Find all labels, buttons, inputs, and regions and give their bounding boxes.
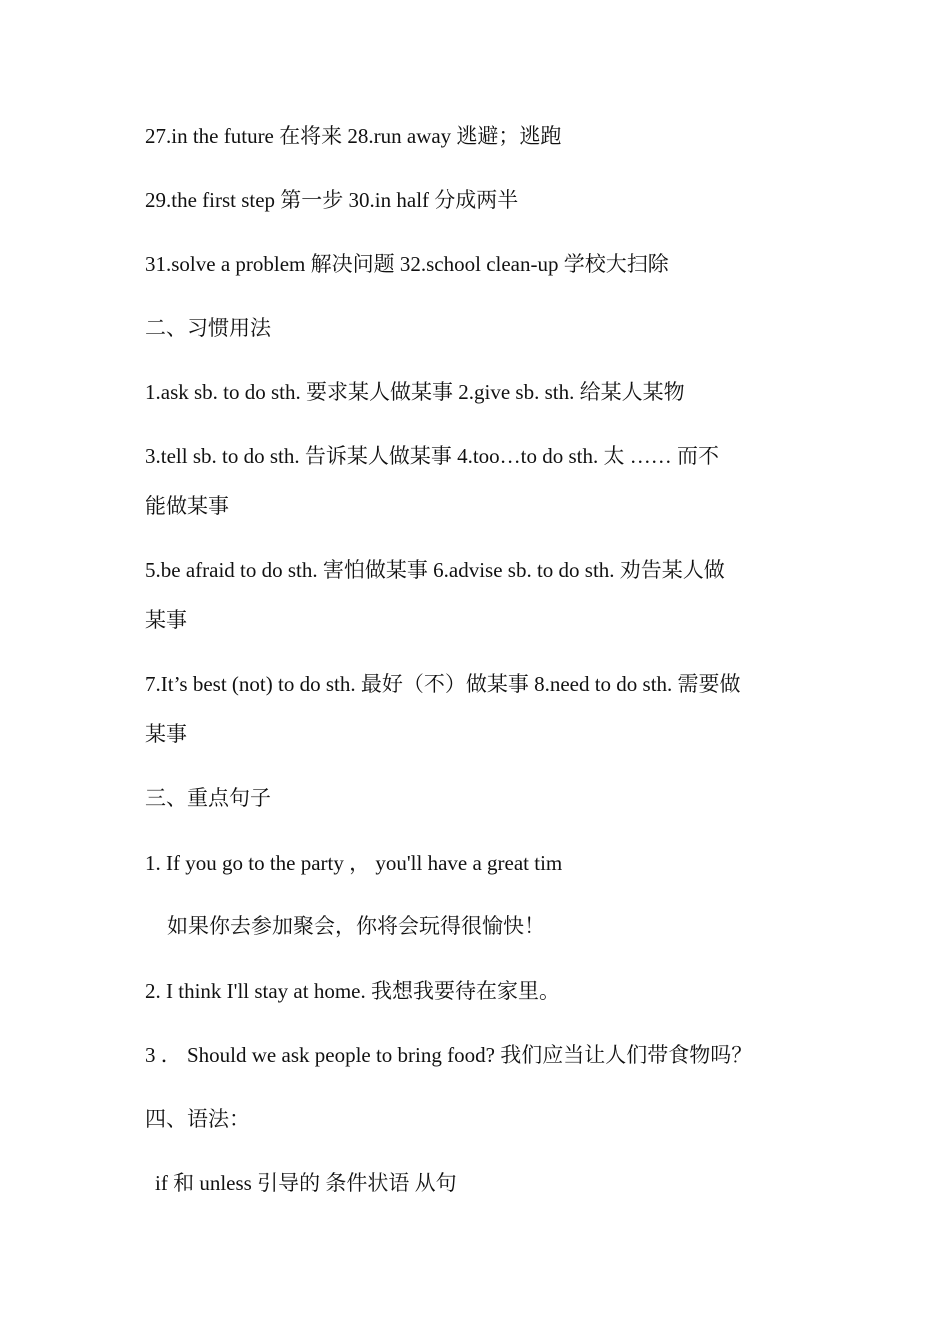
sentence-3: 3 ． Should we ask people to bring food? 我们应当让人们带食物吗？ (145, 1043, 753, 1067)
vocab-line-31-32: 31.solve a problem 解决问题 32.school clean-up 学校大扫除 (145, 252, 669, 276)
section-heading-sentences: 三、重点句子 (145, 786, 271, 810)
sentence-1-chinese: 如果你去参加聚会，你将会玩得很愉快！ (167, 914, 545, 938)
section-heading-usage: 二、习惯用法 (145, 316, 271, 340)
sentence-1-english: 1. If you go to the party ， you'll have a great tim (145, 851, 563, 875)
usage-line-7-8-cont: 某事 (145, 722, 187, 746)
usage-line-7-8: 7.It’s best (not) to do sth. 最好（不）做某事 8.need to do sth. 需要做 (145, 672, 741, 696)
usage-line-3-4-cont: 能做某事 (145, 494, 229, 518)
section-heading-grammar: 四、语法： (145, 1107, 250, 1131)
usage-line-5-6-cont: 某事 (145, 608, 187, 632)
usage-line-5-6: 5.be afraid to do sth. 害怕做某事 6.advise sb. to do sth. 劝告某人做 (145, 558, 725, 582)
sentence-2: 2. I think I'll stay at home. 我想我要待在家里。 (145, 979, 560, 1003)
vocab-line-27-28: 27.in the future 在将来 28.run away 逃避；逃跑 (145, 124, 562, 148)
vocab-line-29-30: 29.the first step 第一步 30.in half 分成两半 (145, 188, 519, 212)
usage-line-1-2: 1.ask sb. to do sth. 要求某人做某事 2.give sb. sth. 给某人某物 (145, 380, 685, 404)
grammar-line: if 和 unless 引导的 条件状语 从句 (155, 1171, 457, 1195)
usage-line-3-4: 3.tell sb. to do sth. 告诉某人做某事 4.too…to do sth. 太 …… 而不 (145, 444, 720, 468)
